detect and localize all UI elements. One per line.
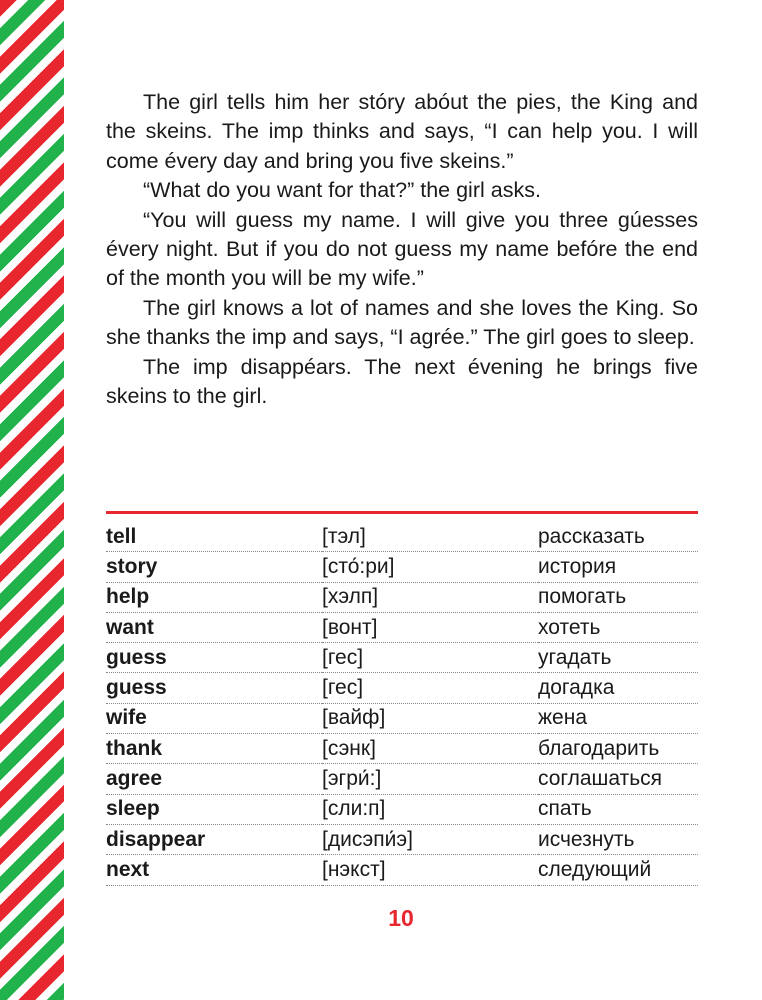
vocab-word: guess <box>106 673 322 703</box>
vocab-transcription: [вайф] <box>322 703 538 733</box>
vocab-word: wife <box>106 703 322 733</box>
decorative-stripe-border <box>0 0 64 1000</box>
vocab-row <box>106 522 698 552</box>
vocab-row <box>106 673 698 703</box>
vocab-translation: помогать <box>538 582 698 612</box>
story-paragraph: The girl tells him her stóry abóut the pies, the King and the skeins. The imp thinks and says, “I can help you. I will come évery day and bring you five skeins.” <box>106 90 698 173</box>
vocab-transcription: [хэлп] <box>322 582 538 612</box>
vocab-word: next <box>106 855 322 885</box>
vocab-row <box>106 643 698 673</box>
vocab-transcription: [тэл] <box>322 522 538 552</box>
vocab-transcription: [сто́:ри] <box>322 552 538 582</box>
story-paragraph: “You will guess my name. I will give you three gúesses évery night. But if you do not guess my name befóre the end of the month you will be my wife.” <box>106 207 698 291</box>
vocab-transcription: [вонт] <box>322 612 538 642</box>
vocabulary-table <box>106 522 698 886</box>
story-paragraph: “What do you want for that?” the girl asks. <box>143 178 541 203</box>
vocab-translation: рассказать <box>538 522 698 552</box>
vocab-row <box>106 855 698 885</box>
vocab-transcription: [гес] <box>322 643 538 673</box>
vocab-word: sleep <box>106 794 322 824</box>
vocab-word: story <box>106 552 322 582</box>
vocab-translation: соглашаться <box>538 764 698 794</box>
vocab-row <box>106 612 698 642</box>
vocab-transcription: [сли:п] <box>322 794 538 824</box>
story-text <box>106 88 698 411</box>
story-paragraph: The girl knows a lot of names and she loves the King. So she thanks the imp and says, “I agrée.” The girl goes to sleep. <box>106 295 698 350</box>
vocab-translation: благодарить <box>538 734 698 764</box>
vocab-row <box>106 582 698 612</box>
vocab-translation: догадка <box>538 673 698 703</box>
vocab-translation: жена <box>538 703 698 733</box>
vocab-word: agree <box>106 764 322 794</box>
vocab-word: help <box>106 582 322 612</box>
vocab-translation: спать <box>538 794 698 824</box>
vocab-row <box>106 734 698 764</box>
vocab-word: guess <box>106 643 322 673</box>
vocab-row <box>106 794 698 824</box>
vocabulary-divider <box>106 511 698 514</box>
story-paragraph: The imp disappéars. The next évening he brings five skeins to the girl. <box>106 354 698 409</box>
vocab-translation: следующий <box>538 855 698 885</box>
vocab-transcription: [сэнк] <box>322 734 538 764</box>
vocab-word: tell <box>106 522 322 552</box>
vocab-word: want <box>106 612 322 642</box>
vocab-row <box>106 764 698 794</box>
vocab-row <box>106 824 698 854</box>
vocab-translation: хотеть <box>538 612 698 642</box>
vocab-transcription: [гес] <box>322 673 538 703</box>
vocab-transcription: [дисэпи́э] <box>322 824 538 854</box>
vocab-transcription: [нэкст] <box>322 855 538 885</box>
vocab-word: thank <box>106 734 322 764</box>
vocab-row <box>106 552 698 582</box>
vocab-transcription: [эгри́:] <box>322 764 538 794</box>
vocab-translation: угадать <box>538 643 698 673</box>
vocab-row <box>106 703 698 733</box>
vocab-translation: история <box>538 552 698 582</box>
vocab-translation: исчезнуть <box>538 824 698 854</box>
page-number: 10 <box>388 905 414 931</box>
vocab-word: disappear <box>106 824 322 854</box>
